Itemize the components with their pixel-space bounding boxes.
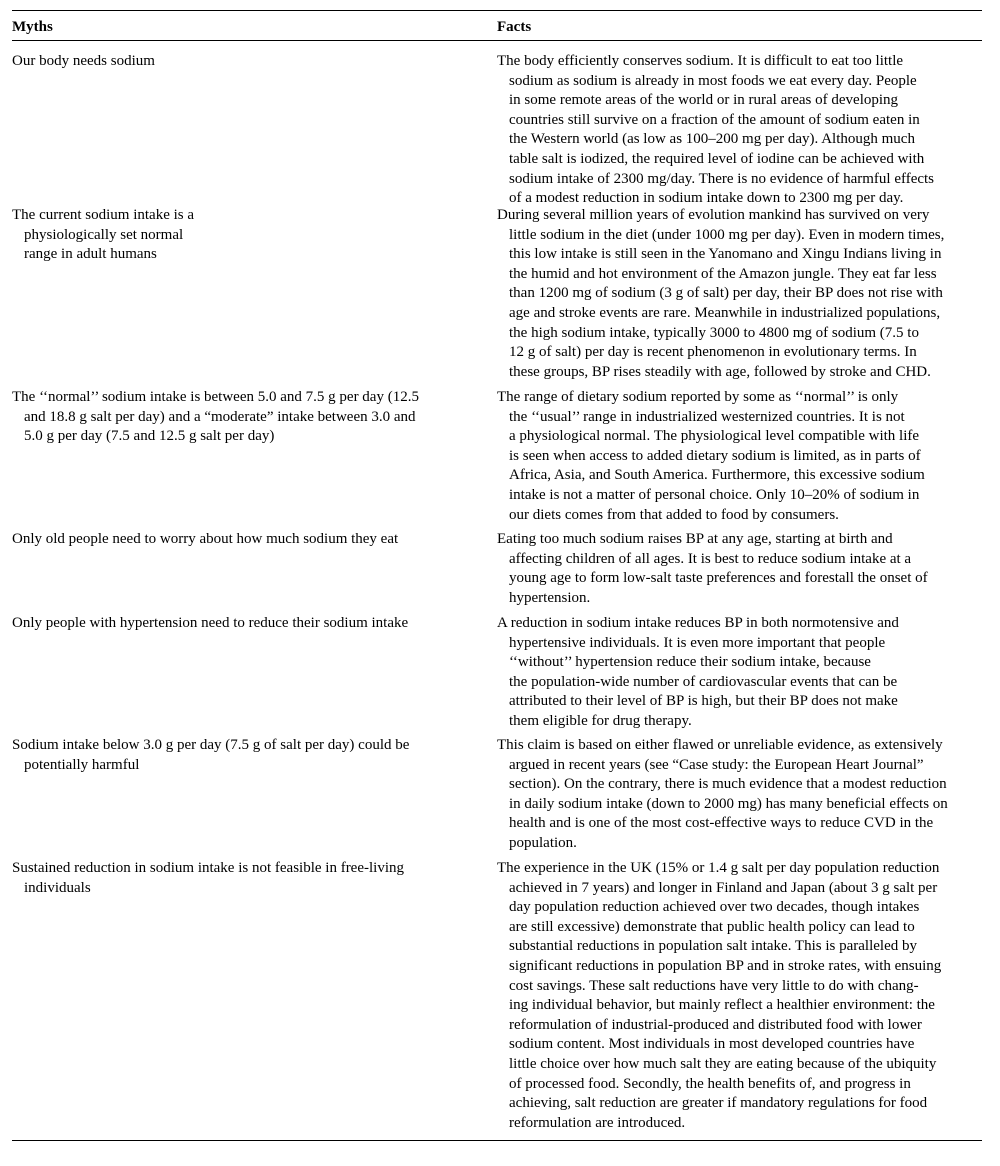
fact-cell: The body efficiently conserves sodium. It is difficult to eat too little sodium as sodium is already in most foods we eat every day. People in some remote areas of the world or in rural areas of developing countries still survive on a fraction of the amount of sodium eaten in the Western world (as low as 100–200 mg per day). Although much table salt is iodized, the required level of iodine can be achieved with sodium intake of 2300 mg/day. There is no evidence of harmful effects of a modest reduction in sodium intake down to 2300 mg per day. — [497, 53, 935, 207]
fact-cell: This claim is based on either flawed or unreliable evidence, as extensively argued in recent years (see “Case study: the European Heart Journal” section). On the contrary, there is much evidence that a modest reduction in daily sodium intake (down to 2000 mg) has many beneficial effects on health and is one of the most cost-effective ways to reduce CVD in the population. — [497, 737, 948, 851]
myth-cell: Sustained reduction in sodium intake is not feasible in free-living individuals — [12, 860, 404, 896]
myth-cell: Sodium intake below 3.0 g per day (7.5 g of salt per day) could be potentially harmful — [12, 737, 410, 773]
myths-column-header: Myths — [12, 18, 53, 35]
table-row — [12, 736, 982, 859]
fact-cell: During several million years of evolution mankind has survived on very little sodium in the diet (under 1000 mg per day). Even in modern times, this low intake is still seen in the Yanomano and Xingu Indians living in the humid and hot environment of the Amazon jungle. They eat far less than 1200 mg of sodium (3 g of salt) per day, their BP does not rise with age and stroke events are rare. Meanwhile in industrialized populations, the high sodium intake, typically 3000 to 4800 mg of sodium (7.5 to 12 g of salt) per day is recent phenomenon in evolutionary terms. In these groups, BP rises steadily with age, followed by stroke and CHD. — [497, 207, 945, 380]
fact-cell: The range of dietary sodium reported by some as ‘‘normal’’ is only the ‘‘usual’’ range in industrialized westernized countries. It is not a physiological normal. The physiological level compatible with life is seen when access to added dietary sodium is limited, as in parts of Africa, Asia, and South America. Furthermore, this excessive sodium intake is not a matter of personal choice. Only 10–20% of sodium in our diets comes from that added to food by consumers. — [497, 389, 925, 523]
table-row — [12, 388, 982, 530]
myth-cell: Only old people need to worry about how much sodium they eat — [12, 531, 399, 547]
table-row — [12, 52, 982, 206]
table-row — [12, 614, 982, 736]
myth-cell: The ‘‘normal’’ sodium intake is between 5.0 and 7.5 g per day (12.5 and 18.8 g salt per day) and a “moderate” intake between 3.0 and 5.0 g per day (7.5 and 12.5 g salt per day) — [12, 389, 419, 445]
fact-cell: The experience in the UK (15% or 1.4 g salt per day population reduction achieved in 7 years) and longer in Finland and Japan (about 3 g salt per day population reduction achieved over two decades, though intakes are still excessive) demonstrate that public health policy can lead to substantial reductions in population salt intake. This is paralleled by significant reductions in population BP and in stroke rates, with ensuing cost savings. These salt reductions have very little to do with chang- ing individual behavior, but mainly reflect a healthier environment: the reformulation of industrial-produced and distributed food with lower sodium content. Most individuals in most developed countries have little choice over how much salt they are eating because of the ubiquity of processed food. Secondly, the health benefits of, and progress in achieving, salt reduction are greater if mandatory regulations for food reformulation are introduced. — [497, 860, 942, 1131]
table-row — [12, 859, 982, 1136]
table-body — [12, 41, 982, 1136]
table-row — [12, 206, 982, 388]
myths-facts-table — [12, 10, 982, 1141]
myth-cell: Only people with hypertension need to reduce their sodium intake — [12, 615, 409, 631]
facts-column-header: Facts — [497, 18, 532, 35]
fact-cell: Eating too much sodium raises BP at any age, starting at birth and affecting children of all ages. It is best to reduce sodium intake at a young age to form low-salt taste preferences and forestall the onset of hypertension. — [497, 531, 928, 606]
myth-cell: Our body needs sodium — [12, 53, 155, 69]
table-row — [12, 530, 982, 614]
table-header-row — [12, 11, 982, 41]
fact-cell: A reduction in sodium intake reduces BP in both normotensive and hypertensive individuals. It is even more important that people ‘‘without’’ hypertension reduce their sodium intake, because the population-wide number of cardiovascular events that can be attributed to their level of BP is high, but their BP does not make them eligible for drug therapy. — [497, 615, 899, 729]
myth-cell: The current sodium intake is a physiologically set normal range in adult humans — [12, 207, 195, 263]
table-bottom-rule — [12, 1140, 982, 1141]
